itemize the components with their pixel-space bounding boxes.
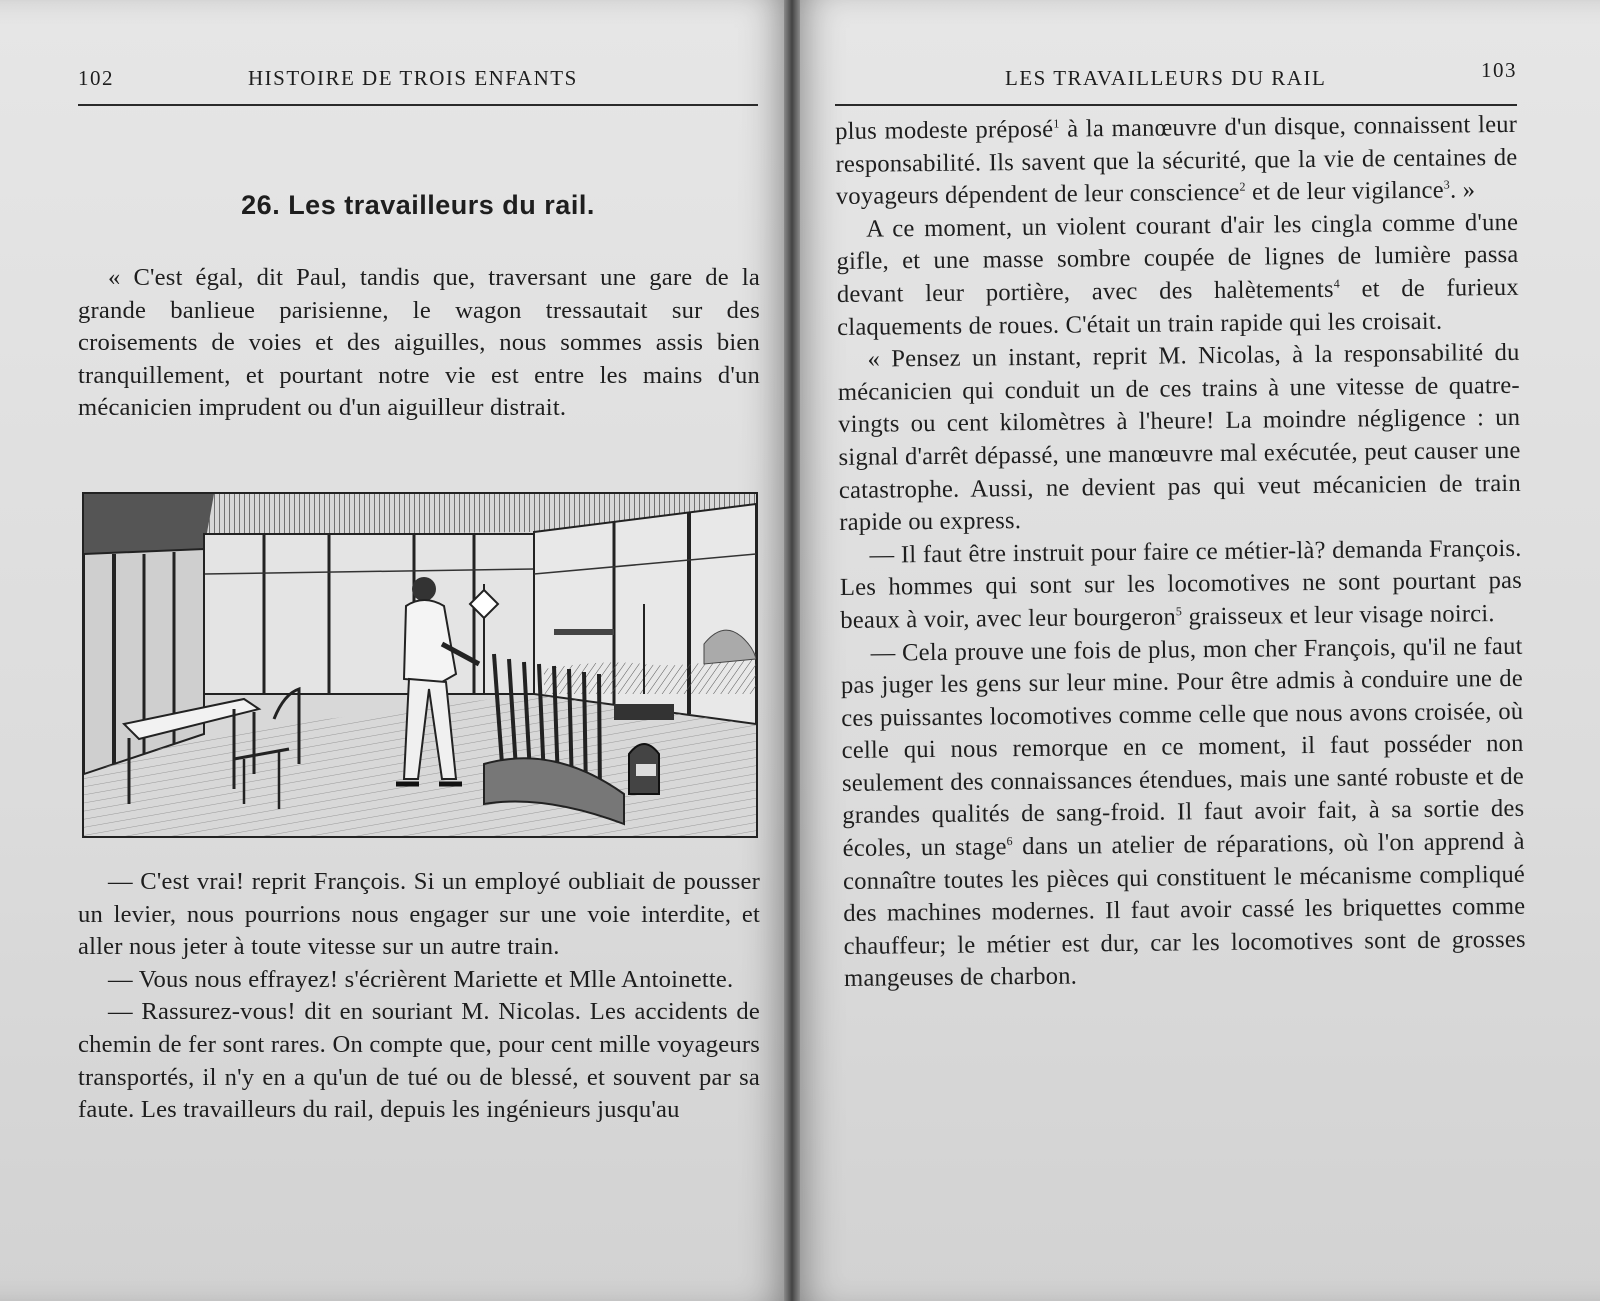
paragraph [835, 109, 1518, 214]
book-gutter [784, 0, 800, 1301]
left-text-bottom [78, 866, 760, 1127]
right-text [835, 109, 1526, 996]
footnote-marker: 3 [1443, 177, 1451, 192]
text-run: dans un atelier de réparations, où l'on apprend à connaître toutes les pièces qui constituent le mécanisme compliqué des machines modernes. Il faut avoir cassé les briquettes comme chauffeur; le métier est dur, car les locomotives sont de grosses mangeuses de charbon. [842, 827, 1526, 993]
footnote-marker: 1 [1053, 116, 1060, 131]
text-run: à la manœuvre d'un disque, connaissent leur responsabilité. Ils savent que la sécurité, que la vie de centaines de voyageurs dépendent de leur conscience [835, 110, 1518, 211]
right-page-number: 103 [1481, 58, 1517, 82]
footnote-marker: 2 [1239, 179, 1246, 194]
signal-box-illustration [82, 492, 758, 838]
paragraph: « C'est égal, dit Paul, tandis que, traversant une gare de la grande banlieue parisienne, le wagon tressautait sur des croisements de voies et des aiguilles, nous sommes assis bien tranquillement, et pourtant notre vie est entre les mains d'un mécanicien imprudent ou d'un aiguilleur distrait. [78, 264, 760, 422]
left-running-title: HISTOIRE DE TROIS ENFANTS [248, 66, 578, 90]
footnote-marker: 6 [1006, 834, 1013, 849]
text-run: A ce moment, un violent courant d'air les cingla comme d'une gifle, et une masse sombre coupée de lignes de lumière passa devant leur portière, avec des halètements [836, 208, 1519, 308]
footnote-marker: 5 [1175, 604, 1183, 619]
text-run: — Cela prouve une fois de plus, mon cher François, qu'il ne faut pas juger les gens sur leur mine. Pour être admis à conduire une de ces puissantes locomotives comme celle que nous avons croisée, où celle qui nous remorque en ce moment, il faut posséder non seulement des connaissances étendues, mais une santé robuste et de grandes qualités de sang-froid. Il faut avoir fait, à sa sortie des écoles, un stage [840, 632, 1525, 863]
left-page-number: 102 [78, 66, 114, 90]
right-running-header [835, 58, 1517, 100]
text-run: — Il faut être instruit pour faire ce métier-là? demanda François. Les hommes qui sont sur les locomotives ne sont pourtant pas beaux à voir, avec leur bourgeron [839, 534, 1523, 634]
paragraph: — Rassurez-vous! dit en souriant M. Nicolas. Les accidents de chemin de fer sont rares. On compte que, pour cent mille voyageurs transportés, il n'y en a qu'un de tué ou de blessé, et souvent par sa faute. Les travailleurs du rail, depuis les ingénieurs jusqu'au [78, 998, 760, 1124]
text-run: et de furieux claquements de roues. C'était un train rapide qui les croisait. [837, 273, 1519, 341]
text-run: . » [1449, 176, 1476, 204]
paragraph: — C'est vrai! reprit François. Si un employé oubliait de pousser un levier, nous pourrions nous engager sur une voie interdite, et aller nous jeter à toute vitesse sur un autre train. [78, 868, 760, 961]
footnote-marker: 4 [1333, 276, 1340, 291]
paragraph: — Vous nous effrayez! s'écrièrent Mariette et Mlle Antoinette. [108, 965, 734, 993]
text-run: plus modeste préposé [835, 115, 1054, 145]
right-running-title: LES TRAVAILLEURS DU RAIL [1005, 66, 1327, 90]
paragraph [840, 630, 1526, 996]
paragraph: « Pensez un instant, reprit M. Nicolas, à la responsabilité du mécanicien qui conduit un de ces trains à une vitesse de quatre-vingts ou cent kilomètres à l'heure! La moindre négligence : un signal d'arrêt dépassé, une manœuvre mal exécutée, peut causer une catastrophe. Aussi, ne devient pas qui veut mécanicien de train rapide ou express. [837, 339, 1522, 537]
chapter-title: 26. Les travailleurs du rail. [241, 190, 595, 220]
paragraph [839, 533, 1522, 638]
text-run: et de leur vigilance [1245, 176, 1444, 206]
right-header-rule [835, 104, 1517, 106]
paragraph [836, 207, 1519, 345]
left-running-header [78, 66, 758, 100]
text-run: graisseux et leur visage noirci. [1182, 600, 1495, 631]
left-text-top [78, 262, 760, 425]
left-header-rule [78, 104, 758, 106]
